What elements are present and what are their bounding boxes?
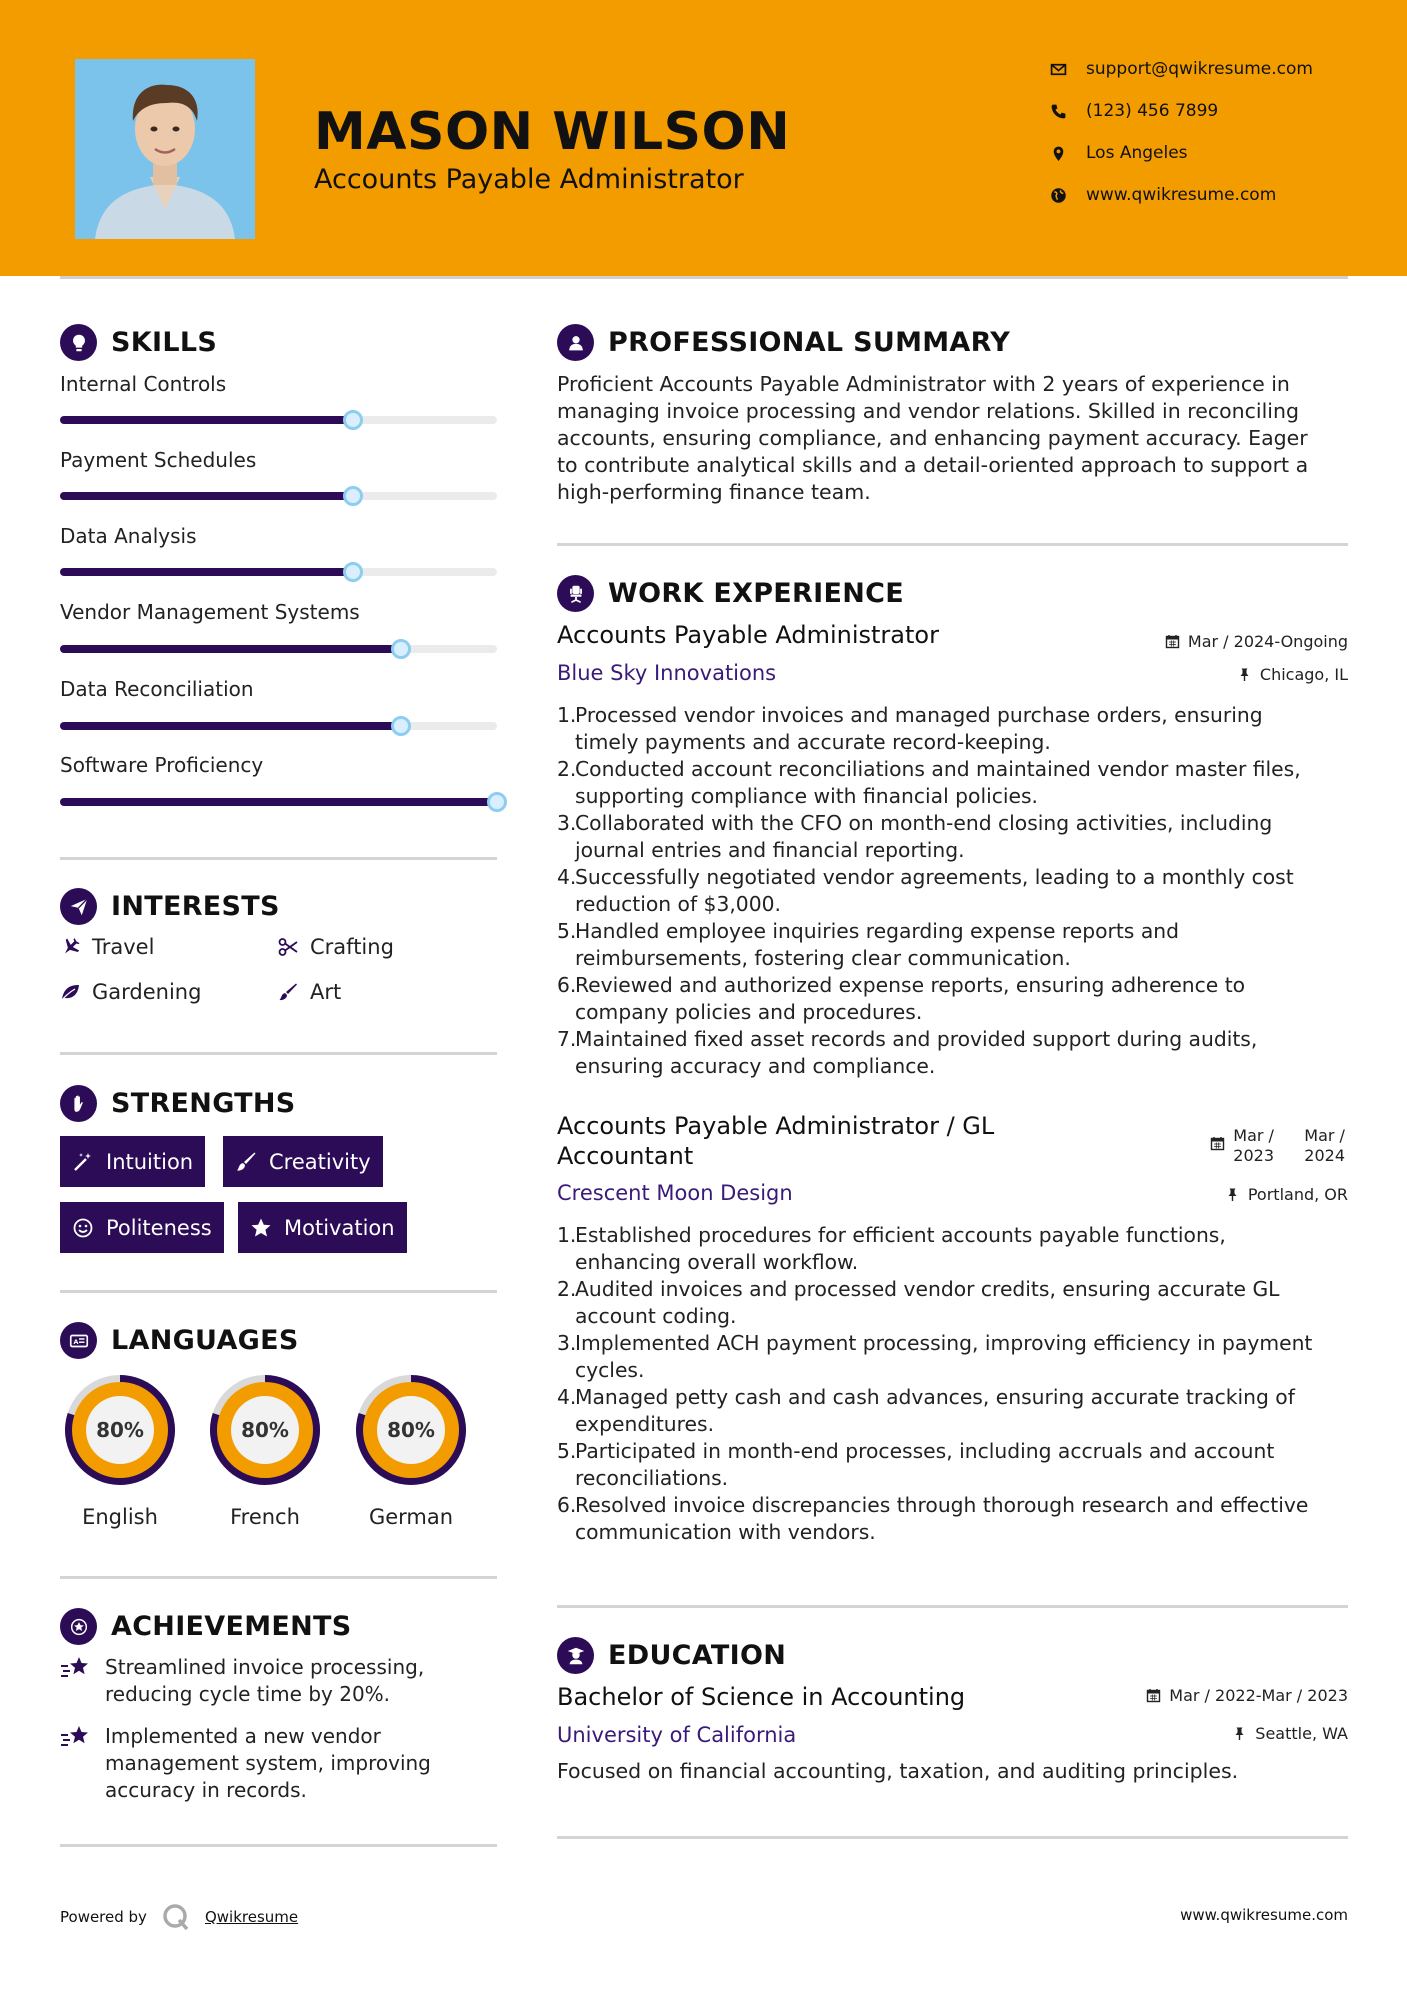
job-location [1225,1185,1348,1204]
achievement-line: reducing cycle time by 20%. [105,1682,391,1706]
footer-powered-by [60,1902,298,1932]
language-percent: 80% [241,1418,289,1442]
bullet-line: communication with vendors. [575,1520,876,1544]
bullet-line: Processed vendor invoices and managed purchase orders, ensuring [575,703,1263,727]
skills-heading [60,324,217,361]
job-bullet: 2. Audited invoices and processed vendor credits, ensuring accurate GL account coding. [557,1277,1280,1328]
job-bullet: 3. Implemented ACH payment processing, improving efficiency in payment cycles. [557,1331,1313,1382]
education-heading [557,1637,786,1674]
job-location-text: Portland, OR [1247,1185,1348,1204]
skill-fill [60,416,353,424]
achievement-line: accuracy in records. [105,1778,307,1802]
bullet-line: reconciliations. [575,1466,729,1490]
candidate-role: Accounts Payable Administrator [314,164,744,195]
job-bullets [557,1222,1347,1546]
skill-bar [60,492,497,500]
bullet-line: Audited invoices and processed vendor credits, ensuring accurate GL [575,1277,1280,1301]
bullet-line: company policies and procedures. [575,1000,923,1024]
strength-label: Intuition [106,1149,194,1174]
qwikresume-logo-icon [161,1902,191,1932]
skill-bar [60,416,497,424]
summary-line: Proficient Accounts Payable Administrator with 2 years of experience in [557,372,1290,396]
job-location-text: Chicago, IL [1259,665,1348,684]
bullet-line: journal entries and financial reporting. [575,838,965,862]
brand-link[interactable]: Qwikresume [204,1908,299,1926]
section-divider [557,1605,1348,1608]
job-bullet: 6. Resolved invoice discrepancies through thorough research and effective communication with vendors. [557,1493,1309,1544]
bullet-line: Conducted account reconciliations and maintained vendor master files, [575,757,1301,781]
pushpin-icon [1225,1187,1240,1202]
section-divider [60,1576,497,1579]
graduate-icon [557,1637,594,1674]
interest-label: Gardening [92,980,202,1004]
job-title [557,1111,994,1171]
date-line: 2024 [1304,1146,1345,1165]
bullet-line: reimbursements, fostering clear communication. [575,946,1071,970]
contact-location [1050,143,1188,163]
envelope-icon [1050,61,1067,78]
job-title: Accounts Payable Administrator [557,621,939,649]
powered-by-text: Powered by [60,1908,147,1926]
section-divider [60,1844,497,1847]
bullet-line: Successfully negotiated vendor agreements, leading to a monthly cost [575,865,1294,889]
language-label: German [368,1505,454,1529]
scissors-icon [278,937,298,957]
language-percent: 80% [96,1418,144,1442]
bullet-line: ensuring accuracy and compliance. [575,1054,936,1078]
summary-line: accounts, ensuring compliance, and enhancing payment accuracy. Eager [557,426,1308,450]
skill-fill [60,798,497,806]
languages-heading [60,1322,299,1359]
plane-icon [60,937,80,957]
skill-label: Data Reconciliation [60,677,254,701]
job-company: Crescent Moon Design [557,1181,793,1205]
strength-chip-intuition [60,1136,205,1187]
summary-line: managing invoice processing and vendor relations. Skilled in reconciling [557,399,1299,423]
experience-heading [557,575,904,612]
job-bullets [557,702,1347,1080]
achievement-line: Implemented a new vendor [105,1724,381,1748]
smile-icon [72,1217,94,1239]
summary-title: PROFESSIONAL SUMMARY [608,327,1011,358]
email-text: support@qwikresume.com [1086,59,1313,79]
lightbulb-icon [60,324,97,361]
job-date [1165,632,1348,651]
job-bullet: 6. Reviewed and authorized expense reports, ensuring adherence to company policies and procedures. [557,973,1246,1024]
bullet-line: Participated in month-end processes, including accruals and account [575,1439,1275,1463]
skill-fill [60,568,353,576]
brush-icon [278,982,298,1002]
shooting-star-icon [60,1723,92,1751]
svg-text:A: A [73,1337,79,1346]
experience-title: WORK EXPERIENCE [608,578,904,609]
bullet-line: Collaborated with the CFO on month-end closing activities, including [575,811,1273,835]
bullet-line: supporting compliance with financial policies. [575,784,1039,808]
interest-label: Travel [92,935,155,959]
bullet-line: Handled employee inquiries regarding expense reports and [575,919,1179,943]
calendar-icon [1165,634,1180,649]
section-divider [60,857,497,860]
star-icon [250,1217,272,1239]
education-date-text: Mar / 2022-Mar / 2023 [1169,1686,1348,1705]
job-bullet: 5. Participated in month-end processes, including accruals and account reconciliations. [557,1439,1275,1490]
skill-fill [60,645,401,653]
section-divider [557,1836,1348,1839]
skill-knob [391,639,411,659]
skills-title: SKILLS [111,327,218,358]
language-donut [59,1369,181,1491]
office-chair-icon [557,575,594,612]
website-text: www.qwikresume.com [1086,185,1277,205]
skill-label: Data Analysis [60,524,197,548]
summary-line: to contribute analytical skills and a detail-oriented approach to support a [557,453,1309,477]
summary-line: high-performing finance team. [557,480,871,504]
contact-phone[interactable] [1050,101,1218,121]
achievement-line: Streamlined invoice processing, [105,1655,425,1679]
job-bullet: 5. Handled employee inquiries regarding expense reports and reimbursements, fostering clear communication. [557,919,1179,970]
education-school: University of California [557,1723,797,1747]
paper-plane-icon [60,888,97,925]
calendar-icon [1146,1688,1161,1703]
candidate-name: MASON WILSON [314,102,791,162]
strengths-title: STRENGTHS [111,1088,296,1119]
section-divider [60,1052,497,1055]
phone-icon [1050,103,1067,120]
bullet-line: Reviewed and authorized expense reports, ensuring adherence to [575,973,1246,997]
summary-text [557,371,1347,506]
skill-label: Internal Controls [60,372,227,396]
interest-travel [60,935,154,959]
skill-fill [60,722,401,730]
job-bullet: 3. Collaborated with the CFO on month-end closing activities, including journal entries and financial reporting. [557,811,1273,862]
section-divider [60,1290,497,1293]
date-line: Mar / [1233,1126,1274,1145]
strength-chip-creativity [223,1136,383,1187]
skill-knob [343,562,363,582]
bullet-line: account coding. [575,1304,737,1328]
bullet-line: expenditures. [575,1412,715,1436]
skill-bar [60,798,497,806]
contact-website[interactable] [1050,185,1276,205]
skill-knob [391,716,411,736]
pushpin-icon [1237,667,1252,682]
strength-chip-motivation [238,1202,407,1253]
skill-knob [343,410,363,430]
interest-art [278,980,341,1004]
bullet-line: cycles. [575,1358,645,1382]
shooting-star-icon [60,1654,92,1682]
language-label: French [230,1505,300,1529]
pushpin-icon [1232,1726,1247,1741]
interest-crafting [278,935,394,959]
bullet-line: enhancing overall workflow. [575,1250,859,1274]
date-line: Mar / [1304,1126,1345,1145]
footer-website[interactable]: www.qwikresume.com [1180,1906,1348,1924]
job-date-start [1210,1126,1274,1166]
job-bullet: 4. Managed petty cash and cash advances, ensuring accurate tracking of expenditures. [557,1385,1295,1436]
contact-email[interactable] [1050,59,1313,79]
skill-fill [60,492,353,500]
job-bullet: 1. Established procedures for efficient accounts payable functions, enhancing overall workflow. [557,1223,1226,1274]
date-line: 2023 [1233,1146,1274,1165]
job-company: Blue Sky Innovations [557,661,777,685]
achievement-item [60,1654,424,1708]
header-banner [0,0,1407,276]
hand-icon [60,1085,97,1122]
achievements-heading [60,1608,352,1645]
bullet-line: reduction of $3,000. [575,892,781,916]
bullet-line: Managed petty cash and cash advances, ensuring accurate tracking of [575,1385,1295,1409]
interest-gardening [60,980,201,1004]
bullet-line: timely payments and accurate record-keeping. [575,730,1051,754]
job-bullet: 2. Conducted account reconciliations and maintained vendor master files, supporting compliance with financial policies. [557,757,1301,808]
job-location [1237,665,1348,684]
bullet-line: Established procedures for efficient accounts payable functions, [575,1223,1226,1247]
strengths-heading [60,1085,296,1122]
job-bullet: 4. Successfully negotiated vendor agreements, leading to a monthly cost reduction of $3,000. [557,865,1294,916]
calendar-icon [1210,1136,1225,1151]
job-bullet: 7. Maintained fixed asset records and provided support during audits, ensuring accuracy and compliance. [557,1027,1258,1078]
achievement-item [60,1723,431,1804]
achievement-line: management system, improving [105,1751,431,1775]
language-donut [204,1369,326,1491]
skill-knob [343,486,363,506]
education-location-text: Seattle, WA [1255,1724,1348,1743]
language-label: English [82,1505,158,1529]
skill-label: Payment Schedules [60,448,257,472]
phone-text: (123) 456 7899 [1086,101,1219,121]
star-badge-icon [60,1608,97,1645]
skill-bar [60,645,497,653]
section-divider [557,543,1348,546]
language-donut [350,1369,472,1491]
profile-photo [75,59,255,239]
interests-title: INTERESTS [111,891,280,922]
education-date [1146,1686,1348,1705]
language-percent: 80% [387,1418,435,1442]
user-icon [557,324,594,361]
strength-chip-politeness [60,1202,224,1253]
interest-label: Crafting [310,935,394,959]
skill-label: Software Proficiency [60,753,264,777]
job-date-text: Mar / 2024-Ongoing [1187,632,1348,651]
education-title: EDUCATION [608,1640,787,1671]
summary-heading [557,324,1010,361]
job-bullet: 1. Processed vendor invoices and managed purchase orders, ensuring timely payments and accurate record-keeping. [557,703,1263,754]
job-date-end [1304,1126,1345,1166]
interest-label: Art [310,980,342,1004]
skill-knob [487,792,507,812]
skill-bar [60,722,497,730]
skill-bar [60,568,497,576]
education-location [1232,1724,1348,1743]
achievements-title: ACHIEVEMENTS [111,1611,352,1642]
strength-label: Creativity [269,1149,371,1174]
bullet-line: Implemented ACH payment processing, improving efficiency in payment [575,1331,1313,1355]
leaf-icon [60,982,80,1002]
education-description: Focused on financial accounting, taxation, and auditing principles. [557,1759,1239,1783]
interests-heading [60,888,280,925]
brush-icon [235,1151,257,1173]
job-title-line: Accounts Payable Administrator / GL [557,1112,995,1140]
job-title-line: Accountant [557,1142,694,1170]
bullet-line: Resolved invoice discrepancies through thorough research and effective [575,1493,1309,1517]
magic-wand-icon [72,1151,94,1173]
bullet-line: Maintained fixed asset records and provided support during audits, [575,1027,1258,1051]
strength-label: Motivation [284,1215,395,1240]
globe-icon [1050,187,1067,204]
location-text: Los Angeles [1086,143,1188,163]
skill-label: Vendor Management Systems [60,600,360,624]
languages-title: LANGUAGES [111,1325,299,1356]
education-degree: Bachelor of Science in Accounting [557,1683,966,1711]
strength-label: Politeness [106,1215,212,1240]
language-icon [60,1322,97,1359]
map-pin-icon [1050,145,1067,162]
header-divider [60,276,1348,279]
